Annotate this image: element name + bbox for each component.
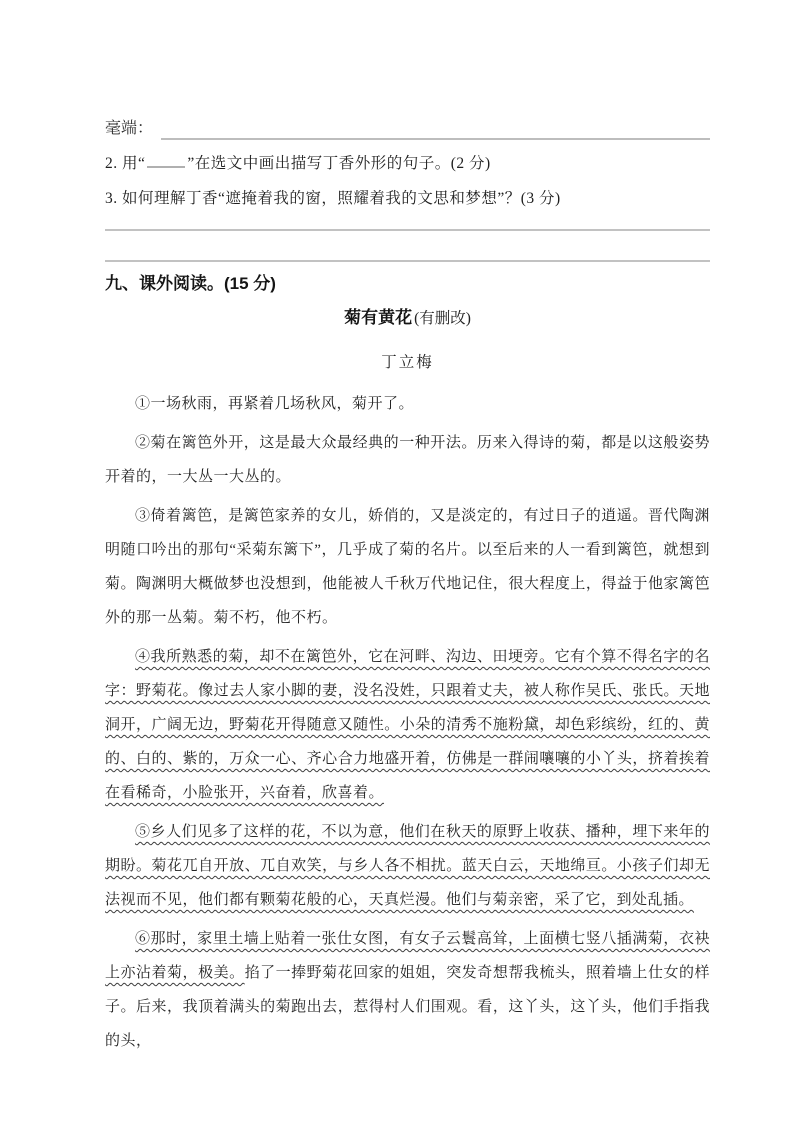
answer-blank-line-2 (105, 231, 710, 262)
paragraph-4 (105, 640, 710, 810)
paragraph-2 (105, 426, 710, 494)
question-2 (105, 153, 710, 175)
section-heading: 九、课外阅读。(15 分) (105, 274, 276, 294)
paragraph-3-text: ③倚着篱笆，是篱笆家养的女儿，娇俏的，又是淡定的，有过日子的逍遥。晋代陶渊明随口吟出的那句“采菊东篱下”，几乎成了菊的名片。以至后来的人一看到篱笆，就想到菊。陶渊明大概做梦也没想到，他能被人千秋万代地记住，很大程度上，得益于他家篱笆外的那一丛菊。菊不朽，他不朽。 (105, 508, 710, 627)
article-body (105, 387, 710, 1058)
haoduan-row (105, 118, 710, 140)
question-3-text: 3. 如何理解丁香“遮掩着我的窗，照耀着我的文思和梦想”？(3 分) (105, 190, 561, 208)
paragraph-1-text: ①一场秋雨，再紧着几场秋风，菊开了。 (135, 396, 415, 413)
paragraph-5-text-wavy-underlined: ⑤乡人们见多了这样的花，不以为意，他们在秋天的原野上收获、播种，埋下来年的期盼。菊花兀自开放、兀自欢笑，与乡人各不相扰。蓝天白云，天地绵亘。小孩子们却无法视而不见，他们都有颗菊花般的心，天真烂漫。他们与菊亲密，采了它，到处乱插。 (105, 824, 710, 909)
article-title-note: (有删改) (414, 310, 471, 328)
paragraph-6 (105, 922, 710, 1058)
page-content (105, 118, 710, 1063)
paragraph-1 (105, 387, 710, 421)
article-title-row (105, 306, 710, 331)
question-2-inline-blank (147, 153, 185, 168)
answer-blank-line-1 (105, 210, 710, 231)
question-2-text-suffix: ”在选文中画出描写丁香外形的句子。(2 分) (187, 155, 491, 173)
question-2-text-prefix: 2. 用“ (105, 155, 146, 173)
paragraph-6-text-plain: 掐了一捧野菊花回家的姐姐，突发奇想帮我梳头，照着墙上仕女的样子。后来，我顶着满头的菊跑出去，惹得村人们围观。看，这丫头，这丫头，他们手指我的头， (105, 965, 710, 1050)
paragraph-3 (105, 499, 710, 635)
haoduan-label: 毫端： (105, 120, 154, 137)
article-title: 菊有黄花 (344, 308, 413, 328)
paragraph-5 (105, 815, 710, 917)
question-3 (105, 188, 710, 210)
haoduan-blank-line (161, 120, 710, 140)
paragraph-4-text-wavy-underlined: ④我所熟悉的菊，却不在篱笆外，它在河畔、沟边、田埂旁。它有个算不得名字的名字：野菊花。像过去人家小脚的妻，没名没姓，只跟着丈夫，被人称作吴氏、张氏。天地洞开，广阔无边，野菊花开得随意又随性。小朵的清秀不施粉黛，却色彩缤纷，红的、黄的、白的、紫的，万众一心、齐心合力地盛开着，仿佛是一群闹嚷嚷的小丫头，挤着挨着在看稀奇，小脸张开，兴奋着，欣喜着。 (105, 649, 710, 802)
paragraph-6-text-wavy-underlined: ⑥那时，家里土墙上贴着一张仕女图，有女子云鬟高耸，上面横七竖八插满菊，衣袂上亦沾着菊，极美。 (105, 931, 710, 982)
paragraph-2-text: ②菊在篱笆外开，这是最大众最经典的一种开法。历来入得诗的菊，都是以这般姿势开着的，一大丛一大丛的。 (105, 435, 710, 486)
article-author: 丁立梅 (381, 354, 434, 372)
